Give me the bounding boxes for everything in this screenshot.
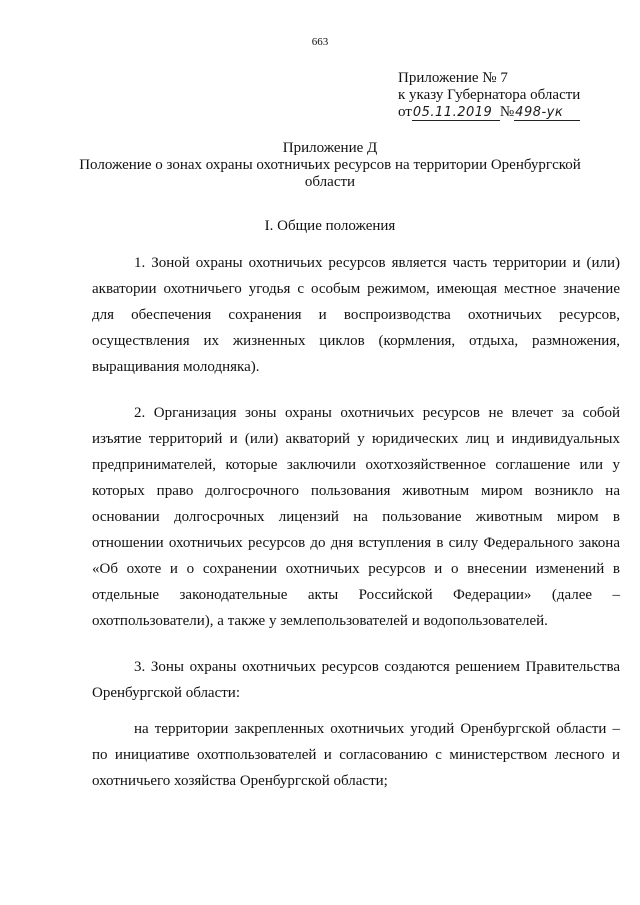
document-title: Положение о зонах охраны охотничьих ресурсов на территории Оренбургской области bbox=[79, 157, 581, 190]
number-prefix: № bbox=[499, 104, 515, 120]
body-text bbox=[92, 250, 620, 814]
handwritten-number: 498-ук bbox=[514, 106, 580, 121]
handwritten-date: 05.11.2019 bbox=[412, 106, 500, 121]
paragraph-1: 1. Зоной охраны охотничьих ресурсов является часть территории и (или) акватории охотничьего угодья с особым режимом, имеющая местное значение для обеспечения сохранения и воспроизводства охотничьих ресурсов, осуществления их жизненных циклов (кормления, отдыха, размножения, выращивания молодняка). bbox=[92, 255, 620, 375]
paragraph-3: 3. Зоны охраны охотничьих ресурсов создаются решением Правительства Оренбургской области: bbox=[92, 659, 620, 701]
page-number: 663 bbox=[311, 36, 329, 48]
date-prefix: от bbox=[398, 104, 412, 120]
attachment-line-2: к указу Губернатора области bbox=[398, 87, 581, 103]
attachment-date-line bbox=[398, 104, 580, 121]
paragraph-2: 2. Организация зоны охраны охотничьих ресурсов не влечет за собой изъятие территорий и (или) акваторий у юридических лиц и индивидуальных предпринимателей, которые заключили охотхозяйственное соглашение или у которых право долгосрочного пользования животным миром возникло на основании долгосрочных лицензий на пользование животным миром в отношении охотничьих ресурсов до дня вступления в силу Федерального закона «Об охоте и о сохранении охотничьих ресурсов и о внесении изменений в отдельные законодательные акты Российской Федерации» (далее – охотпользователи), а также у землепользователей и водопользователей. bbox=[92, 405, 620, 629]
attachment-block bbox=[398, 70, 580, 121]
attachment-line-1: Приложение № 7 bbox=[398, 70, 508, 86]
heading-block bbox=[60, 140, 600, 191]
section-title: I. Общие положения bbox=[264, 218, 396, 234]
appendix-label: Приложение Д bbox=[282, 140, 378, 156]
paragraph-4: на территории закрепленных охотничьих угодий Оренбургской области – по инициативе охотпользователей и согласованию с министерством лесного и охотничьего хозяйства Оренбургской области; bbox=[92, 721, 620, 789]
